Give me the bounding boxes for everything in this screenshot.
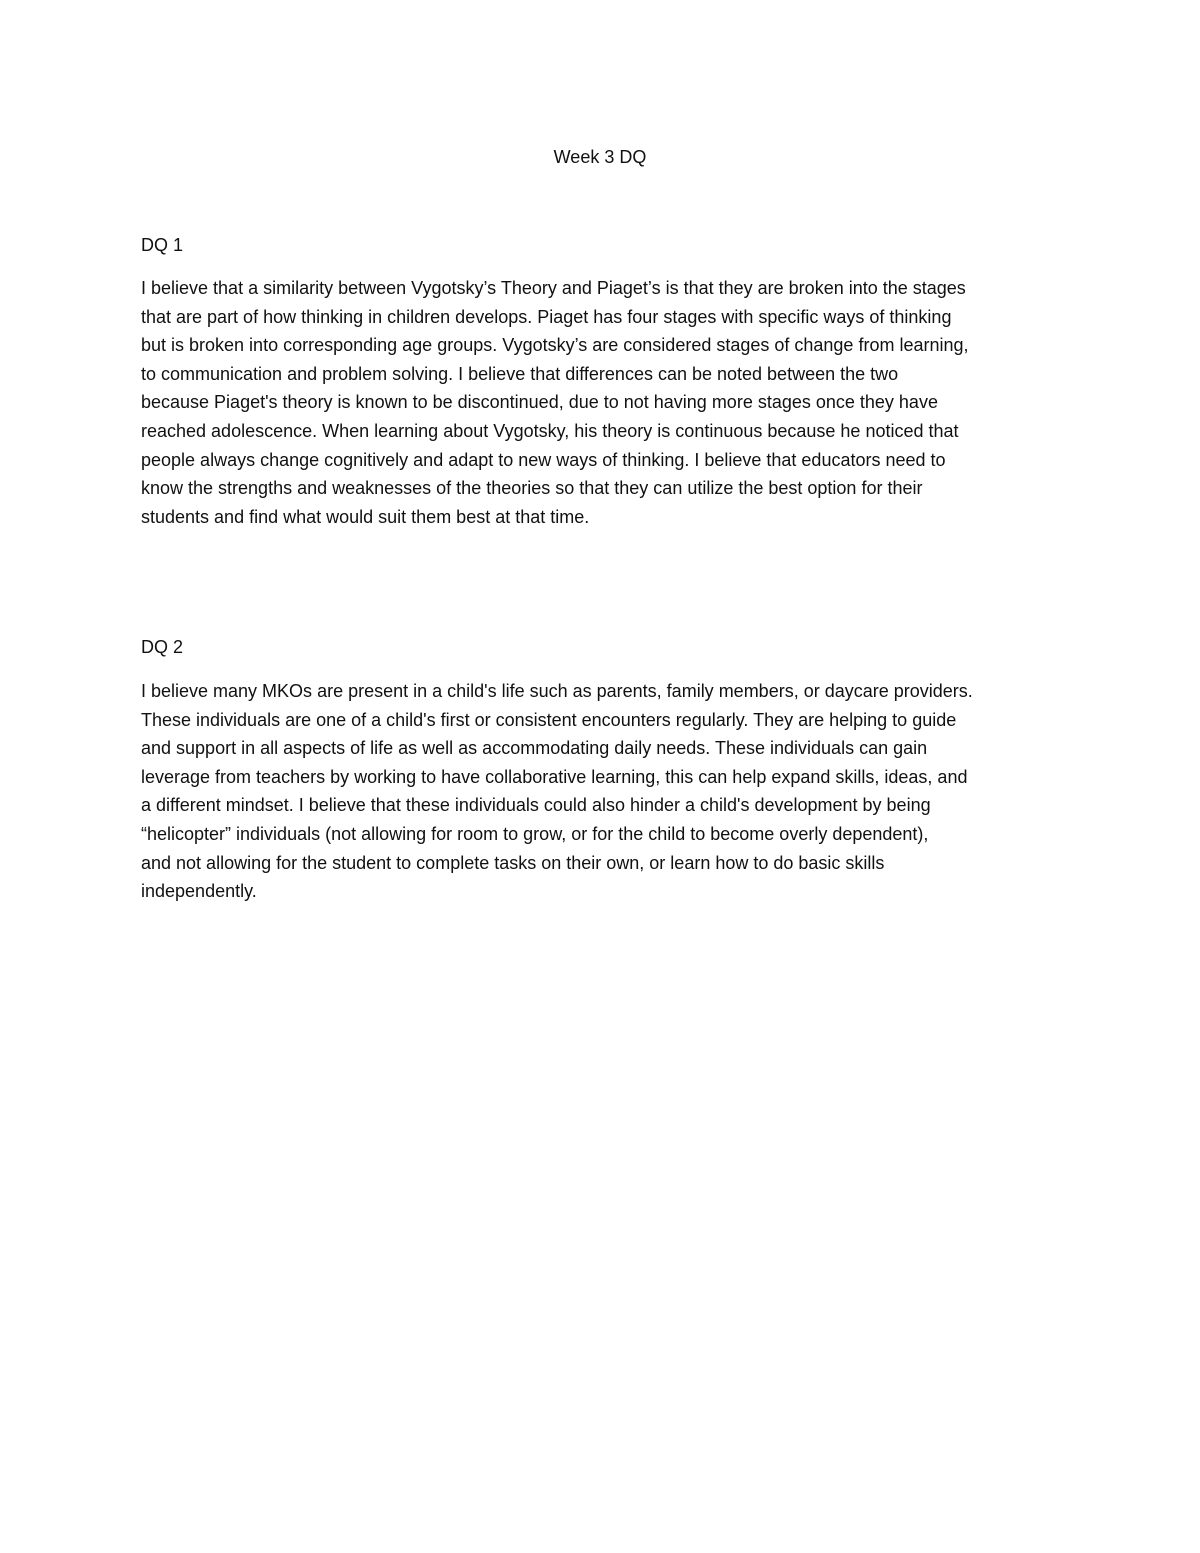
dq2-line: “helicopter” individuals (not allowing for room to grow, or for the child to become overly dependent), [141, 823, 929, 844]
dq2-line: independently. [141, 881, 257, 902]
dq2-line: I believe many MKOs are present in a child's life such as parents, family members, or daycare providers. [141, 681, 973, 701]
dq1-heading: DQ 1 [141, 235, 184, 255]
dq1-line: but is broken into corresponding age groups. Vygotsky’s are considered stages of change from learning, [141, 335, 969, 356]
dq2-body [141, 677, 1076, 906]
dq2-line: and not allowing for the student to complete tasks on their own, or learn how to do basic skills [141, 852, 885, 873]
dq1-line: students and find what would suit them best at that time. [141, 506, 590, 527]
dq1-line: know the strengths and weaknesses of the theories so that they can utilize the best option for their [141, 478, 923, 499]
dq1-line: that are part of how thinking in children develops. Piaget has four stages with specific ways of thinking [141, 306, 952, 327]
document-title: Week 3 DQ [553, 147, 647, 167]
dq1-line: I believe that a similarity between Vygotsky’s Theory and Piaget’s is that they are broken into the stages [141, 278, 966, 298]
dq2-line: These individuals are one of a child's first or consistent encounters regularly. They are helping to guide [141, 709, 957, 730]
dq1-body [141, 274, 1076, 531]
dq1-line: because Piaget's theory is known to be discontinued, due to not having more stages once they have [141, 392, 938, 413]
dq2-line: and support in all aspects of life as well as accommodating daily needs. These individuals can gain [141, 738, 928, 759]
dq2-line: a different mindset. I believe that these individuals could also hinder a child's development by being [141, 795, 931, 816]
dq1-line: people always change cognitively and adapt to new ways of thinking. I believe that educators need to [141, 449, 946, 470]
dq2-line: leverage from teachers by working to have collaborative learning, this can help expand skills, ideas, and [141, 766, 968, 787]
dq1-line: to communication and problem solving. I believe that differences can be noted between the two [141, 363, 899, 384]
dq2-heading: DQ 2 [141, 637, 184, 657]
dq1-line: reached adolescence. When learning about Vygotsky, his theory is continuous because he noticed that [141, 420, 959, 441]
